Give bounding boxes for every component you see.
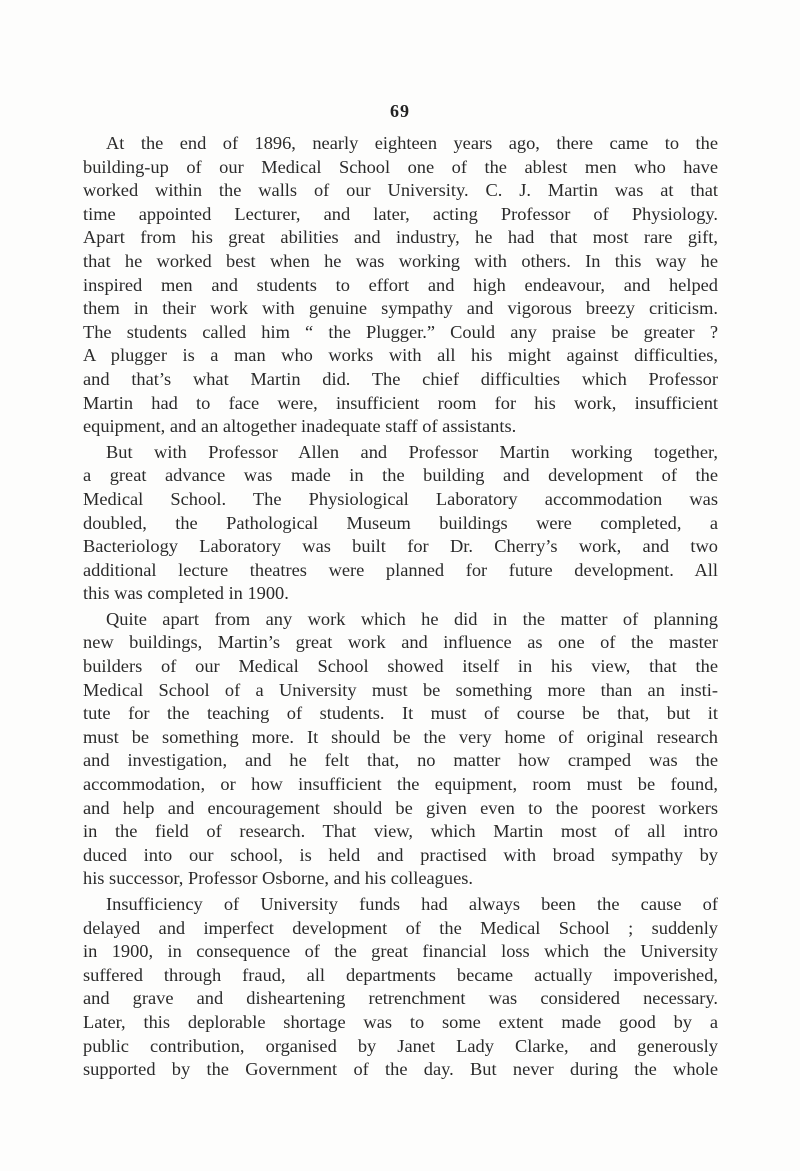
text-line: inspired men and students to effort and high endeavour, and helped bbox=[83, 274, 718, 295]
text-line: a great advance was made in the building and development of the bbox=[83, 465, 718, 486]
text-line: public contribution, organised by Janet Lady Clarke, and generously bbox=[83, 1035, 718, 1056]
text-line: this was completed in 1900. bbox=[83, 583, 289, 604]
text-line: in 1900, in consequence of the great financial loss which the University bbox=[83, 941, 718, 962]
text-line: Insufficiency of University funds had always been the cause of bbox=[106, 894, 718, 914]
text-line: time appointed Lecturer, and later, acting Professor of Physiology. bbox=[83, 203, 718, 224]
text-line: Medical School of a University must be something more than an insti- bbox=[83, 679, 718, 700]
text-line: and help and encouragement should be given even to the poorest workers bbox=[83, 797, 718, 818]
text-line: and that’s what Martin did. The chief difficulties which Professor bbox=[83, 368, 718, 389]
text-line: in the field of research. That view, which Martin most of all intro bbox=[83, 821, 718, 842]
text-line: accommodation, or how insufficient the equipment, room must be found, bbox=[83, 774, 718, 795]
text-line: Apart from his great abilities and industry, he had that most rare gift, bbox=[83, 227, 718, 248]
paragraph-4 bbox=[83, 893, 718, 1082]
text-line: his successor, Professor Osborne, and his colleagues. bbox=[83, 868, 473, 889]
text-line: and investigation, and he felt that, no matter how cramped was the bbox=[83, 750, 718, 771]
text-line: delayed and imperfect development of the Medical School ; suddenly bbox=[83, 917, 718, 938]
page-number: 69 bbox=[390, 101, 410, 121]
paragraph-2 bbox=[83, 441, 718, 606]
text-line: Bacteriology Laboratory was built for Dr. Cherry’s work, and two bbox=[83, 536, 718, 557]
text-line: and grave and disheartening retrenchment was considered necessary. bbox=[83, 988, 718, 1009]
text-line: A plugger is a man who works with all his might against difficulties, bbox=[83, 345, 718, 366]
text-line: that he worked best when he was working with others. In this way he bbox=[83, 250, 718, 271]
paragraph-1 bbox=[83, 132, 718, 439]
text-line: But with Professor Allen and Professor Martin working together, bbox=[106, 441, 718, 462]
text-line: supported by the Government of the day. But never during the whole bbox=[83, 1059, 718, 1080]
text-line: suffered through fraud, all departments became actually impoverished, bbox=[83, 964, 718, 985]
body-text bbox=[83, 132, 718, 1084]
text-line: doubled, the Pathological Museum buildings were completed, a bbox=[83, 512, 718, 533]
text-line: Quite apart from any work which he did in the matter of planning bbox=[106, 608, 718, 629]
text-line: must be something more. It should be the very home of original research bbox=[83, 726, 718, 747]
text-line: them in their work with genuine sympathy and vigorous breezy criticism. bbox=[83, 298, 718, 319]
text-line: Martin had to face were, insufficient room for his work, insufficient bbox=[83, 392, 718, 413]
paragraph-3 bbox=[83, 608, 718, 891]
text-line: building-up of our Medical School one of the ablest men who have bbox=[83, 156, 718, 177]
text-line: The students called him “ the Plugger.” Could any praise be greater ? bbox=[83, 321, 718, 342]
text-line: builders of our Medical School showed itself in his view, that the bbox=[83, 656, 718, 677]
text-line: tute for the teaching of students. It must of course be that, but it bbox=[83, 703, 718, 724]
text-line: equipment, and an altogether inadequate staff of assistants. bbox=[83, 416, 517, 437]
text-line: Later, this deplorable shortage was to some extent made good by a bbox=[83, 1011, 718, 1032]
text-line: additional lecture theatres were planned for future development. All bbox=[83, 559, 718, 580]
text-line: At the end of 1896, nearly eighteen years ago, there came to the bbox=[106, 133, 718, 153]
text-line: worked within the walls of our University. C. J. Martin was at that bbox=[83, 180, 718, 201]
text-line: new buildings, Martin’s great work and influence as one of the master bbox=[83, 632, 718, 653]
text-line: duced into our school, is held and practised with broad sympathy by bbox=[83, 844, 718, 865]
text-line: Medical School. The Physiological Laboratory accommodation was bbox=[83, 488, 718, 509]
